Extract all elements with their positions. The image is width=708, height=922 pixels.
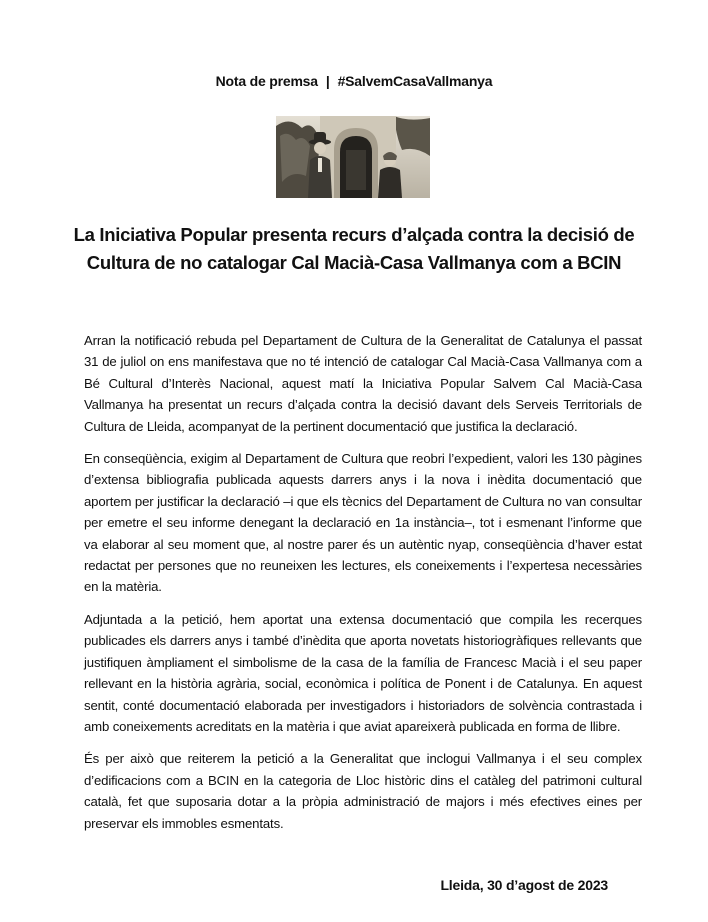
place-date-signoff: Lleida, 30 d’agost de 2023 (440, 877, 608, 893)
paragraph-demand: En conseqüència, exigim al Departament de Cultura que reobri l’expedient, valori les 130 pàgines d’extensa bibliografia publicada aquests darrers anys i la nova i inèdita documentació que aportem per justificar la declaració –i que els tècnics del Departament de Cultura no van consultar per emetre el seu informe denegant la declaració en 1a instància–, tot i esmenant l’informe que va elaborar al seu moment que, al nostre parer és un autèntic nyap, conseqüència d’haver estat redactat per persones que no reuneixen les lectures, els coneixements i l’expertesa necessàries en la matèria. (84, 451, 642, 595)
photo-illustration (276, 116, 430, 198)
headline: La Iniciativa Popular presenta recurs d’alçada contra la decisió de Cultura de no catalogar Cal Macià-Casa Vallmanya com a BCIN (73, 224, 635, 273)
header-separator: | (325, 73, 330, 89)
press-release-body (84, 330, 642, 845)
historic-photo (276, 116, 430, 198)
paragraph-documentation: Adjuntada a la petició, hem aportat una extensa documentació que compila les recerques publicades els darrers anys i també d’inèdita que aporta novetats historiogràfiques rellevants que justifiquen àmpliament el simbolisme de la casa de la família de Francesc Macià i el seu paper rellevant en la història agrària, social, econòmica i política de Ponent i de Catalunya. En aquest sentit, conté documentació elaborada per investigadors i historiadors de solvència contrastada i amb coneixements acreditats en la matèria i que aviat apareixerà publicada en forma de llibre. (84, 611, 642, 734)
press-note-label: Nota de premsa (215, 73, 318, 89)
hashtag: #SalvemCasaVallmanya (337, 73, 493, 89)
press-note-header (0, 73, 708, 89)
paragraph-reiteration: És per això que reiterem la petició a la Generalitat que inclogui Vallmanya i el seu complex d’edificacions com a BCIN en la categoria de Lloc històric dins el catàleg del patrimoni cultural català, fet que suposaria dotar a la pròpia administració de majors i més efectives eines per preservar els immobles esmentats. (84, 751, 642, 831)
paragraph-notification: Arran la notificació rebuda pel Departament de Cultura de la Generalitat de Catalunya el passat 31 de juliol on ens manifestava que no té intenció de catalogar Cal Macià-Casa Vallmanya com a Bé Cultural d’Interès Nacional, aquest matí la Iniciativa Popular Salvem Cal Macià-Casa Vallmanya ha presentat un recurs d’alçada contra la decisió davant dels Serveis Territorials de Cultura de Lleida, acompanyat de la pertinent documentació que justifica la declaració. (84, 333, 642, 434)
